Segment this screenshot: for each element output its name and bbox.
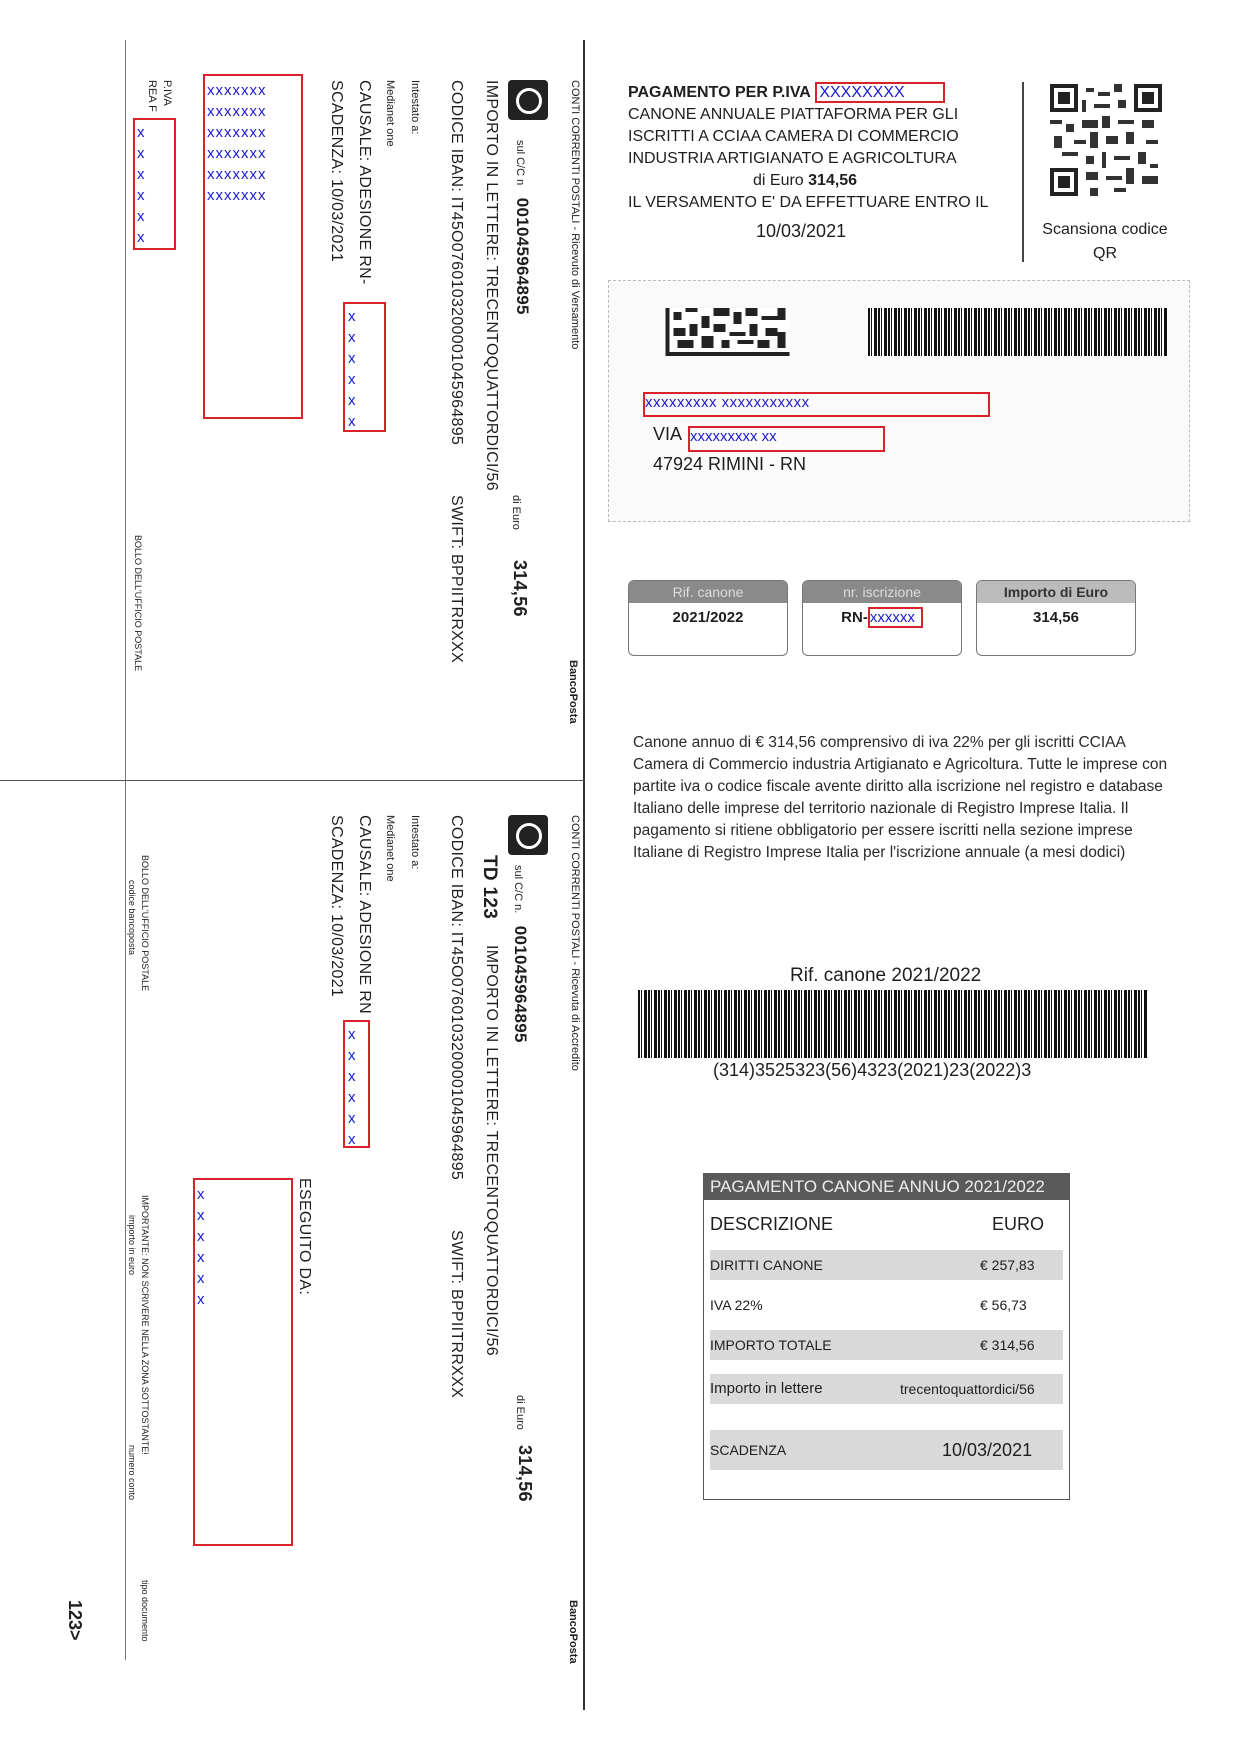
address-barcode [868, 308, 1168, 356]
qr-caption: Scansiona codice QR [1042, 221, 1168, 262]
table-title: PAGAMENTO CANONE ANNUO 2021/2022 [704, 1174, 1069, 1200]
table-row-iva: IVA 22% € 56,73 [710, 1297, 1027, 1313]
tag-rif-canone: Rif. canone 2021/2022 [628, 580, 788, 656]
slip1-redacted-name-box [203, 74, 303, 419]
tag-nr-iscrizione: nr. iscrizione RN- xxxxxx [802, 580, 962, 656]
table-header: DESCRIZIONE EURO [710, 1214, 1045, 1234]
slip2-causale: CAUSALE: ADESIONE RN [356, 815, 373, 1014]
slip1-amount: 314,56 [510, 560, 530, 617]
payment-header [628, 82, 988, 242]
slip2-tipo-documento: tipo documento [140, 1580, 150, 1642]
slip1-intestato: Intestato a: [409, 80, 421, 135]
table-row-lettere: Importo in lettere trecentoquattordici/56 [710, 1374, 1063, 1404]
qr-code [1050, 84, 1162, 196]
slip1-beneficiary: Medianet one [384, 80, 396, 147]
slip1-bancoposta: BancoPosta [567, 660, 579, 724]
slip1-piva: P.IVA [161, 80, 173, 106]
table-row-diritti: DIRITTI CANONE € 257,83 [710, 1250, 1063, 1280]
payment-date: 10/03/2021 [756, 221, 847, 241]
slip2-codice-bancoposta: codice bancoposta [127, 880, 137, 956]
slip2-numero-conto: numero conto [127, 1445, 137, 1501]
slip2-td: TD 123 [479, 855, 500, 920]
slip2-cc-number: sul C/C n. 001045964895 [511, 865, 530, 1043]
slip2-intestato: Intestato a: [409, 815, 421, 870]
slip2-importo-euro: importo in euro [127, 1215, 137, 1276]
slip2-redacted-eseguito: x x x x x x [197, 1186, 206, 1308]
table-row-totale: IMPORTO TOTALE € 314,56 [710, 1330, 1063, 1360]
bancoposta-logo [508, 80, 548, 120]
barcode-number: (314)3525323(56)4323(2021)23(2022)3 [713, 1060, 1032, 1080]
tag-importo: Importo di Euro 314,56 [976, 580, 1136, 656]
slip2-scadenza: SCADENZA: 10/03/2021 [328, 815, 345, 998]
slip1-euro-label: di Euro [510, 495, 522, 530]
slip1-cc-number: sul C/C n 001045964895 [513, 140, 532, 315]
table-row-scadenza: SCADENZA 10/03/2021 [710, 1430, 1063, 1470]
slip1-redacted-lines: xxxxxxx xxxxxxx xxxxxxx xxxxxxx xxxxxxx xxxxxxx [207, 82, 267, 204]
slip1-bollo: BOLLO DELL'UFFICIO POSTALE [133, 535, 143, 672]
slip1-importo-lettere: IMPORTO IN LETTERE: TRECENTOQUATTORDICI/56 [483, 80, 500, 491]
slip2-header: CONTI CORRENTI POSTALI - Ricevuta di Accredito [569, 815, 581, 1071]
address-city: 47924 RIMINI - RN [653, 454, 807, 474]
address-via: VIA [653, 424, 683, 444]
rif-canone-barcode [638, 990, 1148, 1058]
barcode-title: Rif. canone 2021/2022 [790, 965, 982, 986]
slip2-redacted-causale: x x x x x x [348, 1026, 357, 1148]
slip2-beneficiary: Medianet one [384, 815, 396, 882]
slip2-amount: 314,56 [515, 1445, 535, 1502]
slip1-redacted-piva-box [133, 118, 176, 250]
slip2-bollo: BOLLO DELL'UFFICIO POSTALE [140, 855, 150, 992]
slip1-scadenza: SCADENZA: 10/03/2021 [328, 80, 345, 263]
qr-separator-line [1022, 82, 1024, 262]
slip-left-border-line [125, 40, 126, 1660]
slip2-swift: SWIFT: BPPIITRRXXX [448, 1230, 465, 1399]
payment-line-4: INDUSTRIA ARTIGIANATO E AGRICOLTURA [628, 150, 957, 167]
slip1-redacted-causale: x x x x x x [348, 308, 357, 430]
payment-piva-line: PAGAMENTO PER P.IVA XXXXXXXX [628, 82, 988, 104]
slip2-iban: CODICE IBAN: IT45O0760103200001045964895 [448, 815, 465, 1181]
slip2-document-code: 123> [65, 1600, 85, 1641]
datamatrix-code [650, 308, 805, 356]
slip2-euro-label: di Euro [514, 1395, 526, 1430]
slip2-bancoposta: BancoPosta [567, 1600, 579, 1664]
bancoposta-logo-2 [508, 815, 548, 855]
payment-line-2: CANONE ANNUALE PIATTAFORMA PER GLI [628, 106, 959, 123]
slip1-iban: CODICE IBAN: IT45O0760103200001045964895 [448, 80, 465, 446]
slip1-rea: REA F [146, 80, 158, 112]
payment-line-6: IL VERSAMENTO E' DA EFFETTUARE ENTRO IL [628, 194, 989, 211]
payment-line-3: ISCRITTI A CCIAA CAMERA DI COMMERCIO [628, 128, 959, 145]
slip1-redacted-piva: x x x x x x [137, 124, 146, 246]
slip1-header: CONTI CORRENTI POSTALI - Ricevuto di Versamento [569, 80, 581, 350]
payment-table [703, 1173, 1070, 1500]
address-via-redacted: xxxxxxxxx xx [688, 426, 885, 452]
slip2-importante: IMPORTANTE: NON SCRIVERE NELLA ZONA SOTTOSTANTE! [140, 1195, 150, 1455]
slip1-swift: SWIFT: BPPIITRRXXX [448, 495, 465, 664]
payment-amount-line: di Euro 314,56 [753, 172, 858, 189]
slip-separator-line [0, 780, 585, 781]
slip1-redacted-causale-box [343, 302, 386, 432]
piva-redacted: XXXXXXXX [815, 82, 944, 103]
address-name: xxxxxxxxx xxxxxxxxxxx [643, 392, 990, 417]
slip2-eseguito: ESEGUITO DA: [296, 1178, 313, 1296]
slip2-redacted-causale-box [343, 1020, 370, 1148]
description-paragraph: Canone annuo di € 314,56 comprensivo di iva 22% per gli iscritti CCIAA Camera di Commercio industria Artigianato e Agricoltura. Tutte le imprese con partite iva o codice fiscale avente diritto alla iscrizione nel registro e database Italiano delle imprese del territorio nazionale di Registro Imprese Italia. Il pagamento si ritiene obbligatorio per essere iscritti nella sezione imprese Italiane di Registro Imprese Italia per l'iscrizione annuale (a mesi dodici) [633, 734, 1168, 861]
slip2-importo-lettere: IMPORTO IN LETTERE: TRECENTOQUATTORDICI/56 [483, 945, 500, 1356]
slip2-redacted-eseguito-box [193, 1178, 293, 1546]
slip1-causale: CAUSALE: ADESIONE RN- [356, 80, 373, 285]
